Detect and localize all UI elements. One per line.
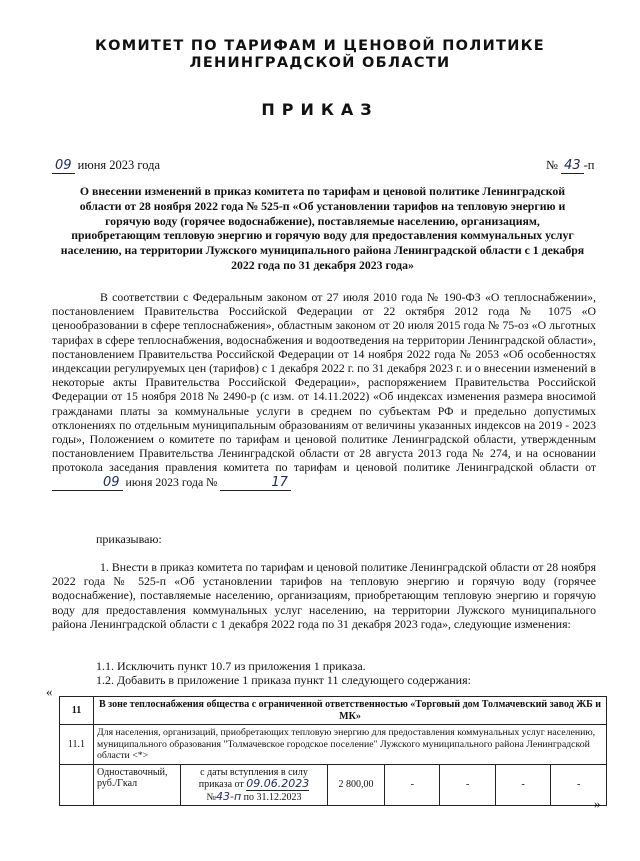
period-date-handwritten: 09.06.2023 — [246, 777, 310, 790]
number-suffix: -п — [583, 158, 595, 172]
period-suffix: по 31.12.2023 — [243, 791, 302, 803]
protocol-number-handwritten: 17 — [220, 476, 291, 491]
table-row-tariff — [60, 764, 607, 806]
preamble-paragraph — [52, 290, 596, 491]
row-number: 11.1 — [60, 725, 94, 765]
dash-cell: - — [551, 764, 607, 806]
header-line-1: КОМИТЕТ ПО ТАРИФАМ И ЦЕНОВОЙ ПОЛИТИКЕ — [94, 38, 546, 54]
dash-cell: - — [440, 764, 495, 806]
table-row-zone — [60, 697, 607, 725]
header-line-2: ЛЕНИНГРАДСКОЙ ОБЛАСТИ — [189, 55, 451, 71]
closing-quote: » — [594, 796, 601, 811]
period-num-prefix: № — [206, 791, 216, 803]
empty-cell — [60, 764, 94, 806]
row-number: 11 — [60, 697, 94, 725]
period-prefix: с даты вступления в силу приказа от — [198, 766, 308, 790]
order-number — [546, 158, 594, 174]
zone-cell: В зоне теплоснабжения общества с ограниченной ответственностью «Торговый дом Толмачевский завод ЖБ и МК» — [94, 697, 607, 725]
preamble-text: В соответствии с Федеральным законом от 27 июля 2010 года № 190-ФЗ «О теплоснабжении», постановлением Правительства Российской Федерации от 22 октября 2012 года № 1075 «О ценообразовании в сфере теплоснабжения», областным законом от 20 июля 2015 года № 75-оз «О льготных тарифах в сфере теплоснабжения, водоснабжения и водоотведения на территории Ленинградской области», постановлением Правительства Российской Федерации от 14 ноября 2022 года № 2053 «Об особенностях индексации регулируемых цен (тарифов) с 1 декабря 2022 г. по 31 декабря 2023 г. и о внесении изменений в некоторые акты Правительства Российской Федерации», распоряжением Правительства Российской Федерации от 15 ноября 2018 № 2490-р (с изм. от 14.11.2022) «Об индексах изменения размера вносимой гражданами платы за коммунальные услуги в среднем по субъектам РФ и предельно допустимых отклонениях по отдельным муниципальным образованиям от величины указанных индексов на 2019 - 2023 годы», Положением о комитете по тарифам и ценовой политике Ленинградской области, утвержденным постановлением Правительства Ленинградской области от 28 августа 2013 года № 274, и на основании протокола заседания правления комитета по тарифам и ценовой политике Ленинградской области от — [52, 290, 596, 475]
tariff-table — [59, 696, 607, 806]
order-title: ПРИКАЗ — [261, 100, 379, 119]
item-1-2: 1.2. Добавить в приложение 1 приказа пункт 11 следующего содержания: — [96, 673, 471, 687]
handwritten-number: 43 — [561, 158, 584, 174]
order-subject: О внесении изменений в приказ комитета по тарифам и ценовой политике Ленинградской области от 28 ноября 2022 года № 525-п «Об установлении тарифов на тепловую энергию и горячую воду (горячее водоснабжение), поставляемые населению, организациям, приобретающим тепловую энергию и горячую воду для предоставления коммунальных услуг населению, на территории Лужского муниципального района Ленинградской области с 1 декабря 2022 года по 31 декабря 2023 года» — [60, 184, 585, 272]
number-prefix: № — [546, 158, 558, 172]
handwritten-day: 09 — [52, 158, 75, 174]
consumer-cell: Для населения, организаций, приобретающих тепловую энергию для предоставления коммунальных услуг населению, муниципального образования "Толмачевское городское поселение" Лужского муниципального района Ленинградской области <*> — [94, 725, 607, 765]
item-1-1: 1.1. Исключить пункт 10.7 из приложения 1 приказа. — [96, 659, 366, 673]
date-rest: июня 2023 года — [77, 158, 161, 172]
protocol-text: июня 2023 года № — [125, 474, 218, 489]
rate-type-cell: Одноставочный, руб./Гкал — [94, 764, 181, 806]
decree-word: приказываю: — [96, 532, 162, 546]
dash-cell: - — [385, 764, 440, 806]
protocol-day-handwritten: 09 — [52, 476, 123, 491]
committee-header — [0, 38, 640, 72]
period-num-handwritten: 43-п — [216, 789, 242, 803]
dash-cell: - — [495, 764, 550, 806]
table-row-consumer — [60, 725, 607, 765]
point-1: 1. Внести в приказ комитета по тарифам и ценовой политике Ленинградской области от 28 ноября 2022 года № 525-п «Об установлении тарифов на тепловую энергию и горячую воду (горячее водоснабжение), поставляемые населению, организациям, приобретающим тепловую энергию и горячую воду для предоставления коммунальных услуг населению, на территории Лужского муниципального района Ленинградской области с 1 декабря 2022 года по 31 декабря 2023 года», следующие изменения: — [52, 560, 596, 631]
period-cell — [181, 764, 328, 806]
order-date — [52, 158, 160, 174]
tariff-value-cell: 2 800,00 — [328, 764, 385, 806]
opening-quote: « — [46, 684, 53, 699]
